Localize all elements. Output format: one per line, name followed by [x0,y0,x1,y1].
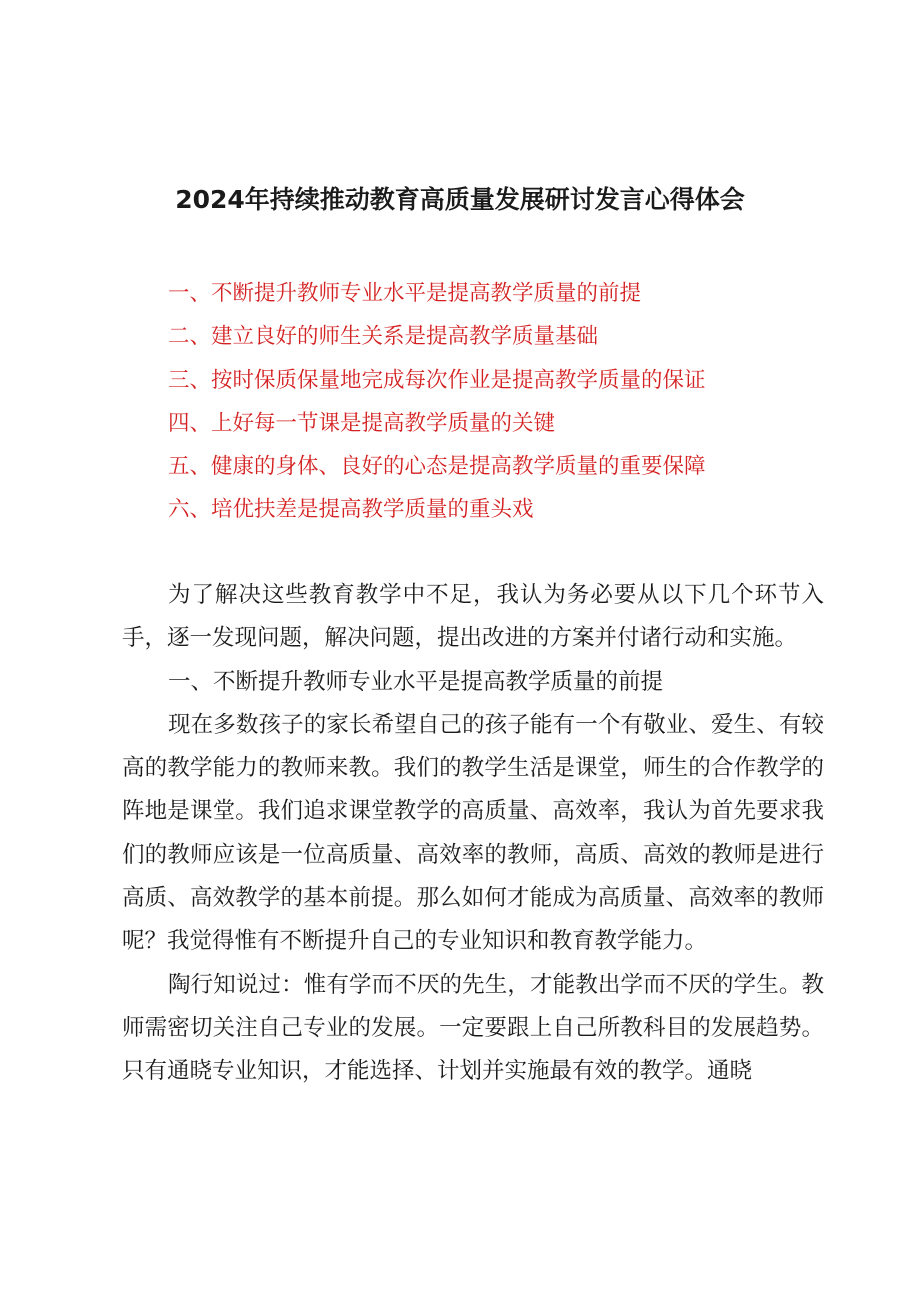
outline-item-4: 四、上好每一节课是提高教学质量的关键 [168,410,556,436]
outline-item-5: 五、健康的身体、良好的心态是提高教学质量的重要保障 [168,454,706,480]
body-paragraph-1: 现在多数孩子的家长希望自己的孩子能有一个有敬业、爱生、有较高的教学能力的教师来教。我们的教学生活是课堂，师生的合作教学的阵地是课堂。我们追求课堂教学的高质量、高效率，我认为首先要求我们的教师应该是一位高质量、高效率的教师，高质、高效的教师是进行高质、高效教学的基本前提。那么如何才能成为高质量、高效率的教师呢？我觉得惟有不断提升自己的专业知识和教育教学能力。 [122,711,824,955]
intro-paragraph: 为了解决这些教育教学中不足，我认为务必要从以下几个环节入手，逐一发现问题，解决问题，提出改进的方案并付诸行动和实施。 [122,582,824,652]
body-text [122,574,824,1094]
body-paragraph-2: 陶行知说过：惟有学而不厌的先生，才能教出学而不厌的学生。教师需密切关注自己专业的发展。一定要跟上自己所教科目的发展趋势。只有通晓专业知识，才能选择、计划并实施最有效的教学。通晓 [122,971,824,1085]
outline-item-1: 一、不断提升教师专业水平是提高教学质量的前提 [168,281,642,306]
document-title: 2024年持续推动教育高质量发展研讨发言心得体会 [175,185,745,214]
section-heading-1: 一、不断提升教师专业水平是提高教学质量的前提 [168,668,664,695]
outline-item-2: 二、建立良好的师生关系是提高教学质量基础 [168,324,599,350]
outline-item-6: 六、培优扶差是提高教学质量的重头戏 [168,497,534,523]
outline-item-3: 三、按时保质保量地完成每次作业是提高教学质量的保证 [168,367,706,393]
outline-list [168,272,828,532]
